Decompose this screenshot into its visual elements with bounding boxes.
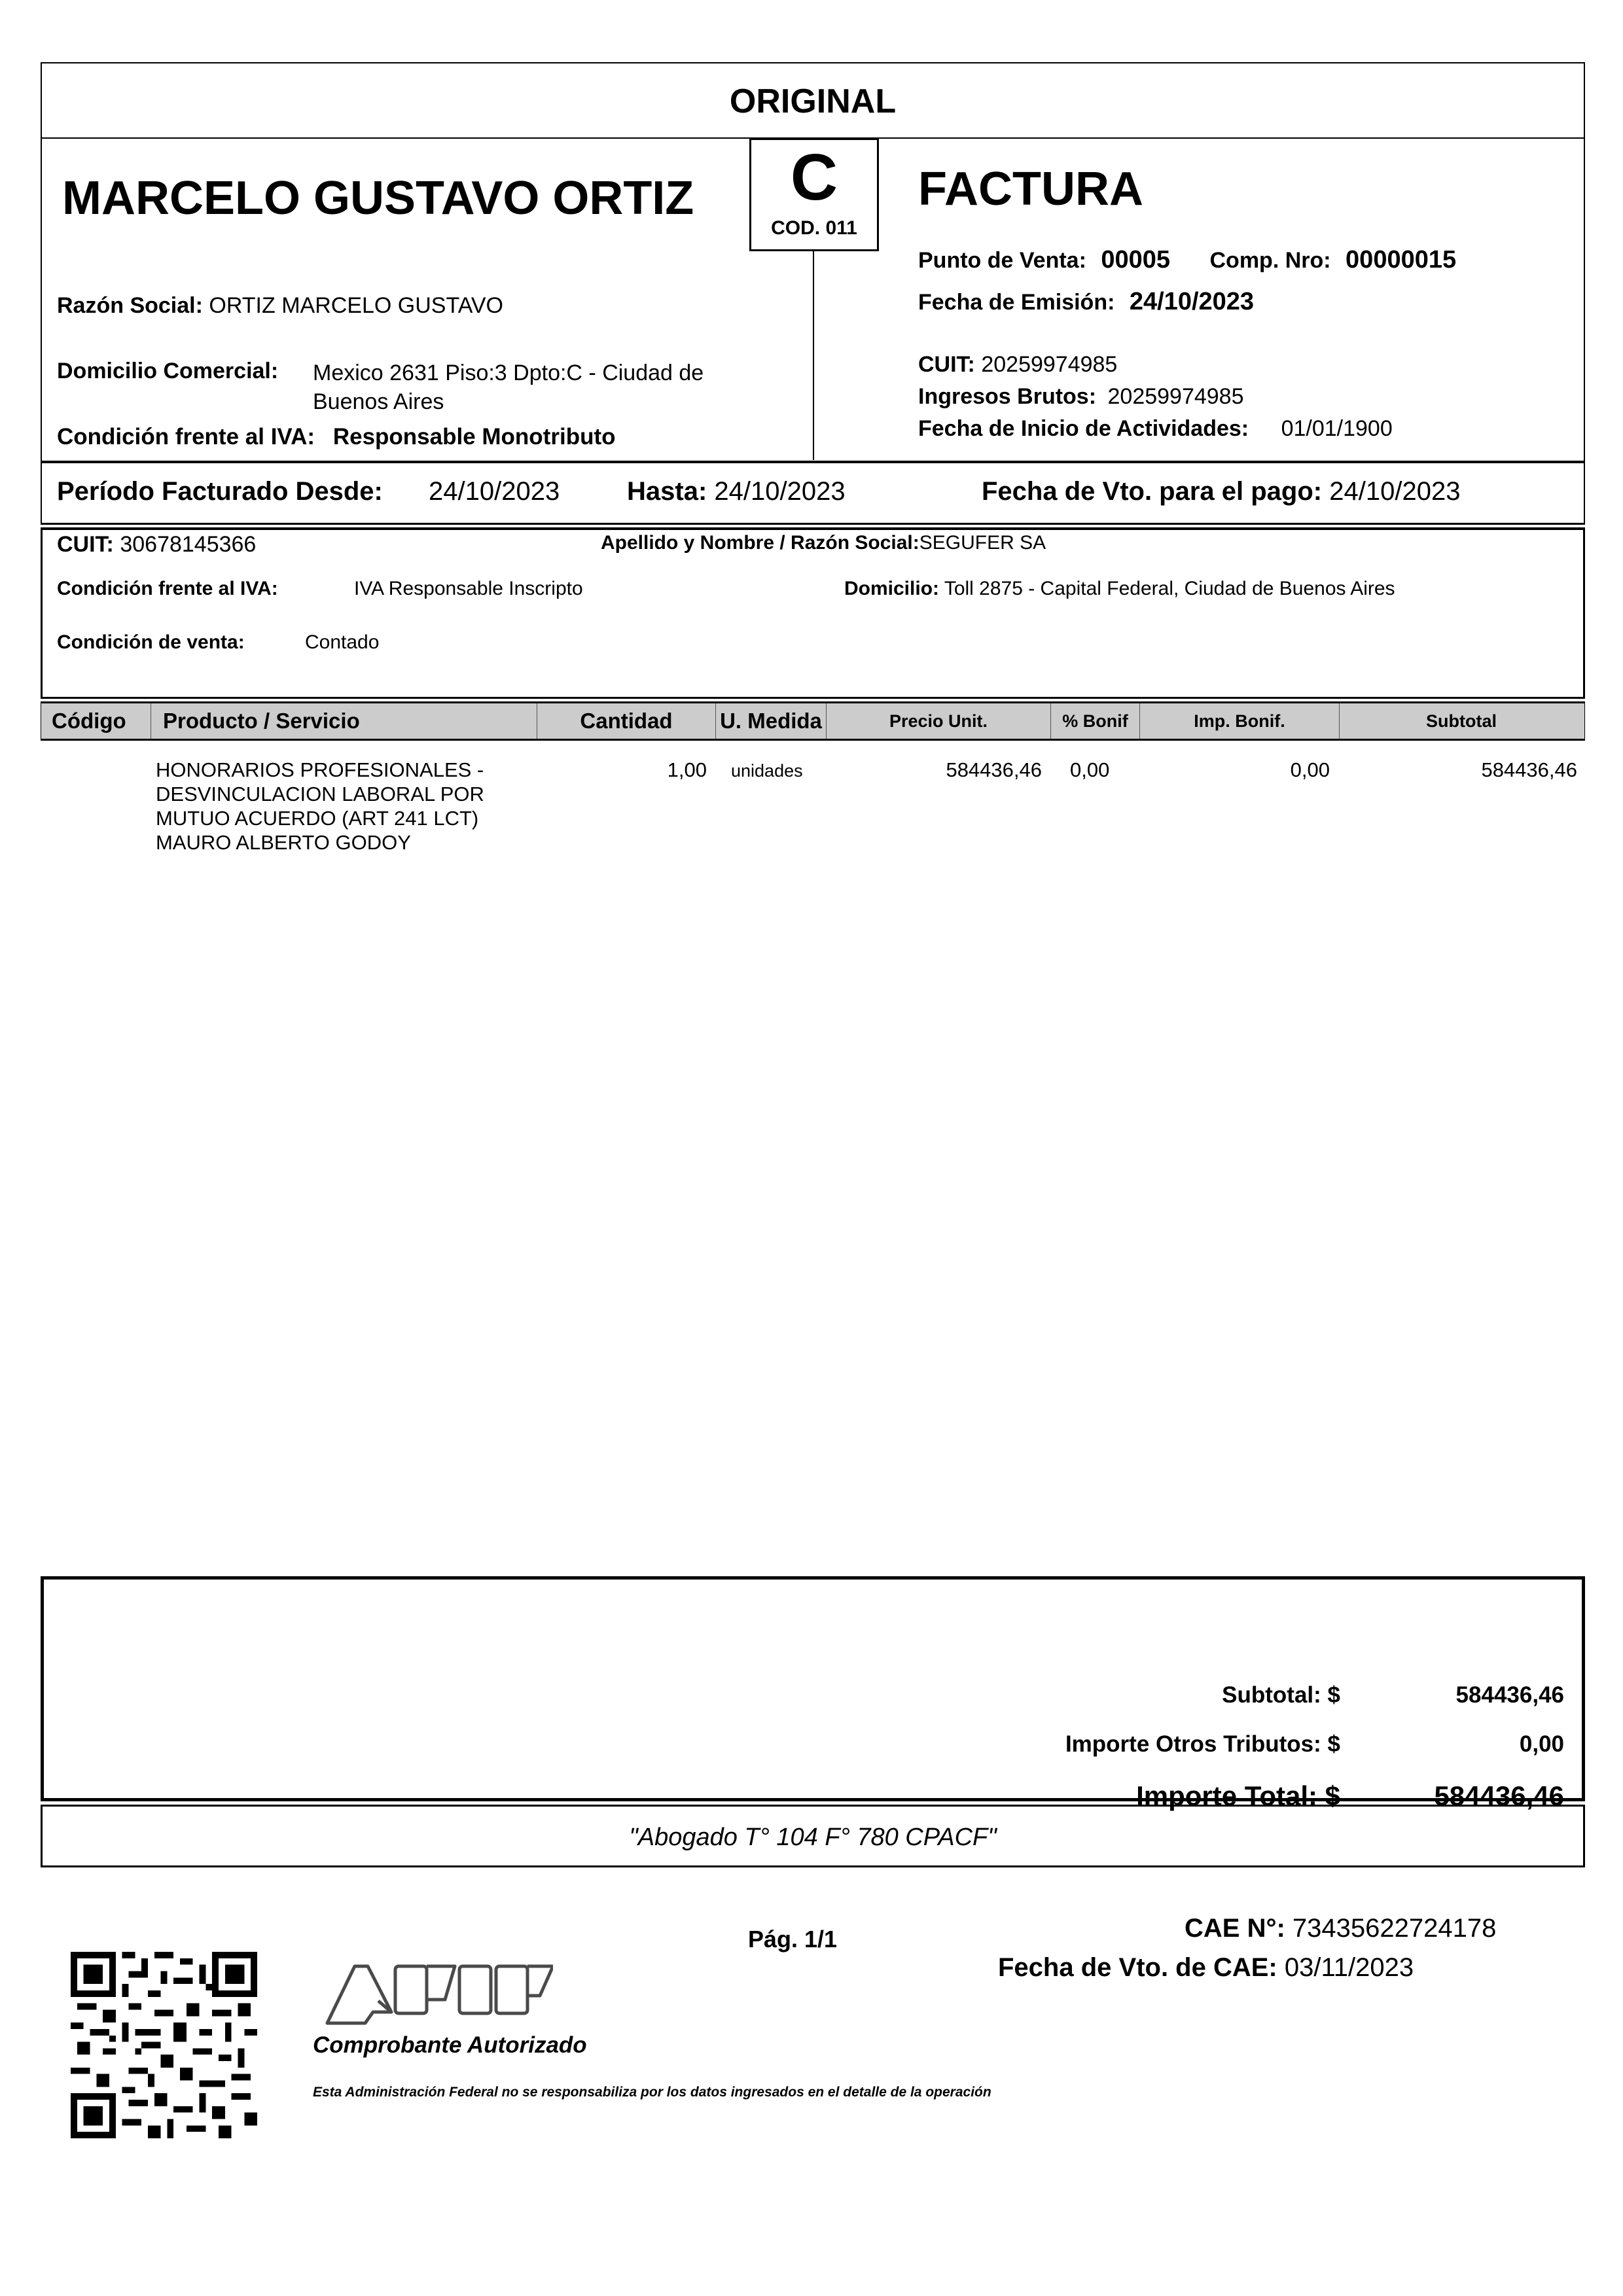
legend-box xyxy=(41,1805,1585,1867)
row-producto xyxy=(156,758,484,855)
issuer-razon-social xyxy=(57,293,503,319)
page-number: Pág. 1/1 xyxy=(748,1926,838,1952)
cae-row xyxy=(1185,1914,1496,1943)
cae-value: 73435622724178 xyxy=(1292,1914,1497,1943)
domicilio-comercial-value xyxy=(313,359,704,416)
ingresos-brutos-row xyxy=(918,384,1244,410)
issuer-cuit-row xyxy=(918,352,1117,378)
period-vto-label: Fecha de Vto. para el pago: xyxy=(982,477,1323,506)
client-name-label: Apellido y Nombre / Razón Social: xyxy=(601,532,919,554)
punto-venta-value: 00005 xyxy=(1101,246,1171,274)
row-precio: 584436,46 xyxy=(946,758,1042,781)
period-vto xyxy=(982,477,1460,506)
items-table-header xyxy=(41,701,1585,741)
fecha-emision-value: 24/10/2023 xyxy=(1129,288,1255,315)
invoice-title: FACTURA xyxy=(918,163,1143,215)
inicio-actividades-row xyxy=(918,416,1393,442)
row-cantidad: 1,00 xyxy=(667,758,707,781)
producto-line: MUTUO ACUERDO (ART 241 LCT) xyxy=(156,807,479,830)
period-hasta-label: Hasta: xyxy=(627,477,707,506)
issuer-iva-value: Responsable Monotributo xyxy=(332,424,616,450)
period-vto-value: 24/10/2023 xyxy=(1329,477,1461,506)
qr-code-icon xyxy=(71,1952,257,2138)
producto-line: DESVINCULACION LABORAL POR xyxy=(156,783,484,805)
col-unidad: U. Medida xyxy=(716,703,827,739)
punto-venta-row xyxy=(918,246,1456,274)
producto-line: HONORARIOS PROFESIONALES - xyxy=(156,758,484,781)
cae-label: CAE N°: xyxy=(1185,1914,1285,1943)
cae-vto-label: Fecha de Vto. de CAE: xyxy=(998,1953,1277,1982)
period-desde-value: 24/10/2023 xyxy=(429,477,560,506)
period-hasta-value: 24/10/2023 xyxy=(714,477,846,506)
otros-tributos-label: Importe Otros Tributos: $ xyxy=(1065,1731,1340,1757)
ingresos-brutos-value: 20259974985 xyxy=(1107,384,1244,409)
col-bonif-pct: % Bonif xyxy=(1051,703,1140,739)
razon-social-value: ORTIZ MARCELO GUSTAVO xyxy=(209,293,503,318)
period-hasta xyxy=(627,477,846,506)
importe-total-label: Importe Total: $ xyxy=(1136,1780,1340,1811)
client-name xyxy=(601,532,1046,554)
period-desde-label: Período Facturado Desde: xyxy=(57,477,383,506)
razon-social-label: Razón Social: xyxy=(57,293,203,318)
client-domicilio-value: Toll 2875 - Capital Federal, Ciudad de Buenos Aires xyxy=(944,578,1395,599)
client-cuit-value: 30678145366 xyxy=(120,532,257,557)
totals-box xyxy=(41,1576,1585,1801)
importe-total-value: 584436,46 xyxy=(1434,1780,1564,1811)
punto-venta-label: Punto de Venta: xyxy=(918,248,1086,273)
issuer-cuit-value: 20259974985 xyxy=(981,352,1118,377)
period-desde xyxy=(57,477,383,506)
issuer-iva-label: Condición frente al IVA: xyxy=(57,424,315,450)
col-producto: Producto / Servicio xyxy=(151,703,537,739)
col-subtotal: Subtotal xyxy=(1426,711,1497,731)
subtotal-label: Subtotal: $ xyxy=(1222,1682,1340,1708)
client-cuit-label: CUIT: xyxy=(57,532,114,557)
comprobante-autorizado: Comprobante Autorizado xyxy=(313,2032,587,2058)
comp-nro-label: Comp. Nro: xyxy=(1209,248,1331,273)
header-divider xyxy=(813,251,814,460)
comp-nro-value: 00000015 xyxy=(1346,246,1457,274)
condicion-venta-value: Contado xyxy=(305,631,380,653)
issuer-name: MARCELO GUSTAVO ORTIZ xyxy=(62,172,694,224)
row-bonif-pct: 0,00 xyxy=(1070,758,1110,781)
issuer-cuit-label: CUIT: xyxy=(918,352,975,377)
condicion-venta-label: Condición de venta: xyxy=(57,631,245,653)
row-unidad: unidades xyxy=(731,761,803,781)
ingresos-brutos-label: Ingresos Brutos: xyxy=(918,384,1097,409)
otros-tributos-value: 0,00 xyxy=(1519,1731,1564,1757)
client-iva-label: Condición frente al IVA: xyxy=(57,578,278,599)
inicio-actividades-label: Fecha de Inicio de Actividades: xyxy=(918,416,1249,441)
client-cuit xyxy=(57,532,256,557)
invoice-type-box xyxy=(749,137,879,251)
col-bonif-imp: Imp. Bonif. xyxy=(1140,703,1340,739)
client-name-value: SEGUFER SA xyxy=(919,532,1046,554)
legend-text: "Abogado T° 104 F° 780 CPACF" xyxy=(629,1824,997,1851)
domicilio-line-2: Buenos Aires xyxy=(313,389,444,414)
row-subtotal: 584436,46 xyxy=(1481,758,1577,781)
domicilio-comercial-label: Domicilio Comercial: xyxy=(57,359,279,383)
col-cantidad: Cantidad xyxy=(537,703,716,739)
disclaimer: Esta Administración Federal no se responsabiliza por los datos ingresados en el detalle de la operación xyxy=(313,2085,991,2100)
inicio-actividades-value: 01/01/1900 xyxy=(1281,416,1393,441)
cae-vto-row xyxy=(998,1953,1414,1983)
col-codigo: Código xyxy=(41,703,151,739)
issuer-iva xyxy=(57,424,615,450)
client-iva-value: IVA Responsable Inscripto xyxy=(354,578,583,599)
invoice-letter: C xyxy=(790,141,838,214)
producto-line: MAURO ALBERTO GODOY xyxy=(156,831,411,854)
copy-label: ORIGINAL xyxy=(729,82,897,120)
cae-vto-value: 03/11/2023 xyxy=(1284,1953,1414,1982)
col-precio: Precio Unit. xyxy=(827,703,1051,739)
row-bonif-imp: 0,00 xyxy=(1290,758,1330,781)
fecha-emision-label: Fecha de Emisión: xyxy=(918,290,1115,315)
domicilio-line-1: Mexico 2631 Piso:3 Dpto:C - Ciudad de xyxy=(313,361,704,385)
copy-label-box xyxy=(41,62,1585,139)
client-domicilio xyxy=(844,578,1395,600)
fecha-emision-row xyxy=(918,288,1254,316)
subtotal-value: 584436,46 xyxy=(1455,1682,1564,1708)
invoice-code: COD. 011 xyxy=(771,217,857,239)
client-domicilio-label: Domicilio: xyxy=(844,578,940,599)
afip-logo-icon xyxy=(314,1963,553,2025)
